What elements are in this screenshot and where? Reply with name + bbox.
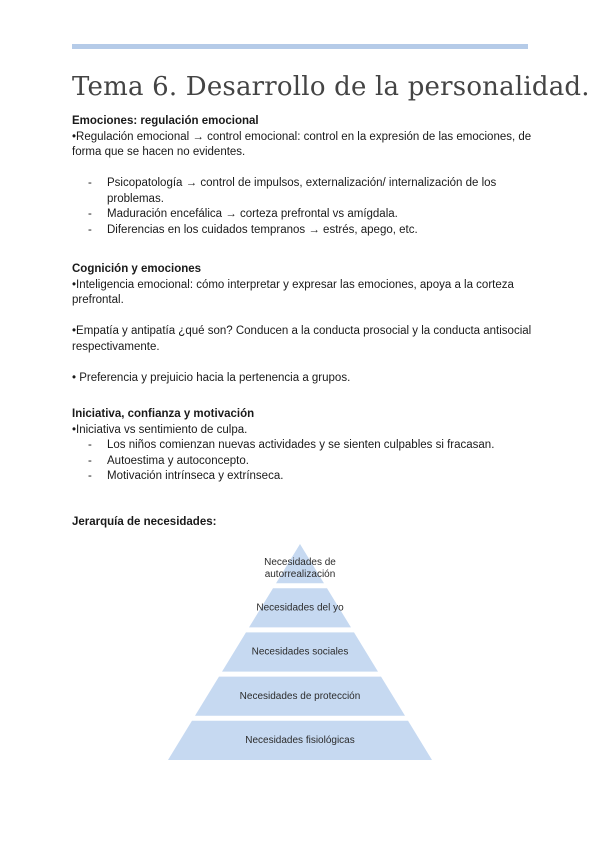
section-emotional-regulation: [72, 114, 532, 238]
section-heading: Cognición y emociones: [72, 263, 202, 275]
list-item: - Autoestima y autoconcepto.: [72, 454, 532, 470]
dash-list: [72, 176, 532, 238]
page-title: Tema 6. Desarrollo de la personalidad.: [72, 72, 590, 102]
needs-pyramid: [168, 544, 432, 760]
section-heading: Jerarquía de necesidades:: [72, 516, 217, 528]
section-heading: Iniciativa, confianza y motivación: [72, 408, 255, 420]
pyramid-label: Necesidades fisiológicas: [245, 735, 355, 747]
paragraph: • Preferencia y prejuicio hacia la pertenencia a grupos.: [72, 371, 351, 384]
pyramid-label: Necesidades de: [264, 556, 336, 568]
paragraph: •Inteligencia emocional: cómo interpretar y expresar las emociones, apoya a la corteza prefrontal.: [72, 278, 514, 306]
section-hierarchy: [72, 515, 532, 531]
list-item: - Maduración encefálica → corteza prefrontal vs amígdala.: [72, 207, 532, 223]
paragraph: •Regulación emocional → control emocional: control en la expresión de las emociones, de forma que se hacen no evidentes.: [72, 130, 532, 158]
paragraph: •Iniciativa vs sentimiento de culpa.: [72, 423, 248, 436]
list-item: - Psicopatología → control de impulsos, externalización/ internalización de los problemas.: [72, 176, 532, 207]
section-heading: Emociones: regulación emocional: [72, 115, 259, 127]
list-item: - Los niños comienzan nuevas actividades y se sienten culpables si fracasan.: [72, 438, 532, 454]
header-rule: [72, 44, 528, 49]
dash-list: [72, 438, 532, 485]
pyramid-label: Necesidades sociales: [251, 646, 349, 658]
list-item: - Motivación intrínseca y extrínseca.: [72, 469, 532, 485]
pyramid-label: autorrealización: [264, 568, 336, 580]
pyramid-label: Necesidades del yo: [256, 602, 344, 614]
pyramid-label: Necesidades de protección: [239, 690, 361, 702]
section-initiative: [72, 407, 532, 485]
list-item: - Diferencias en los cuidados tempranos → estrés, apego, etc.: [72, 223, 532, 239]
paragraph: •Empatía y antipatía ¿qué son? Conducen a la conducta prosocial y la conducta antisocial respectivamente.: [72, 325, 532, 353]
section-cognition-emotions: [72, 262, 532, 386]
